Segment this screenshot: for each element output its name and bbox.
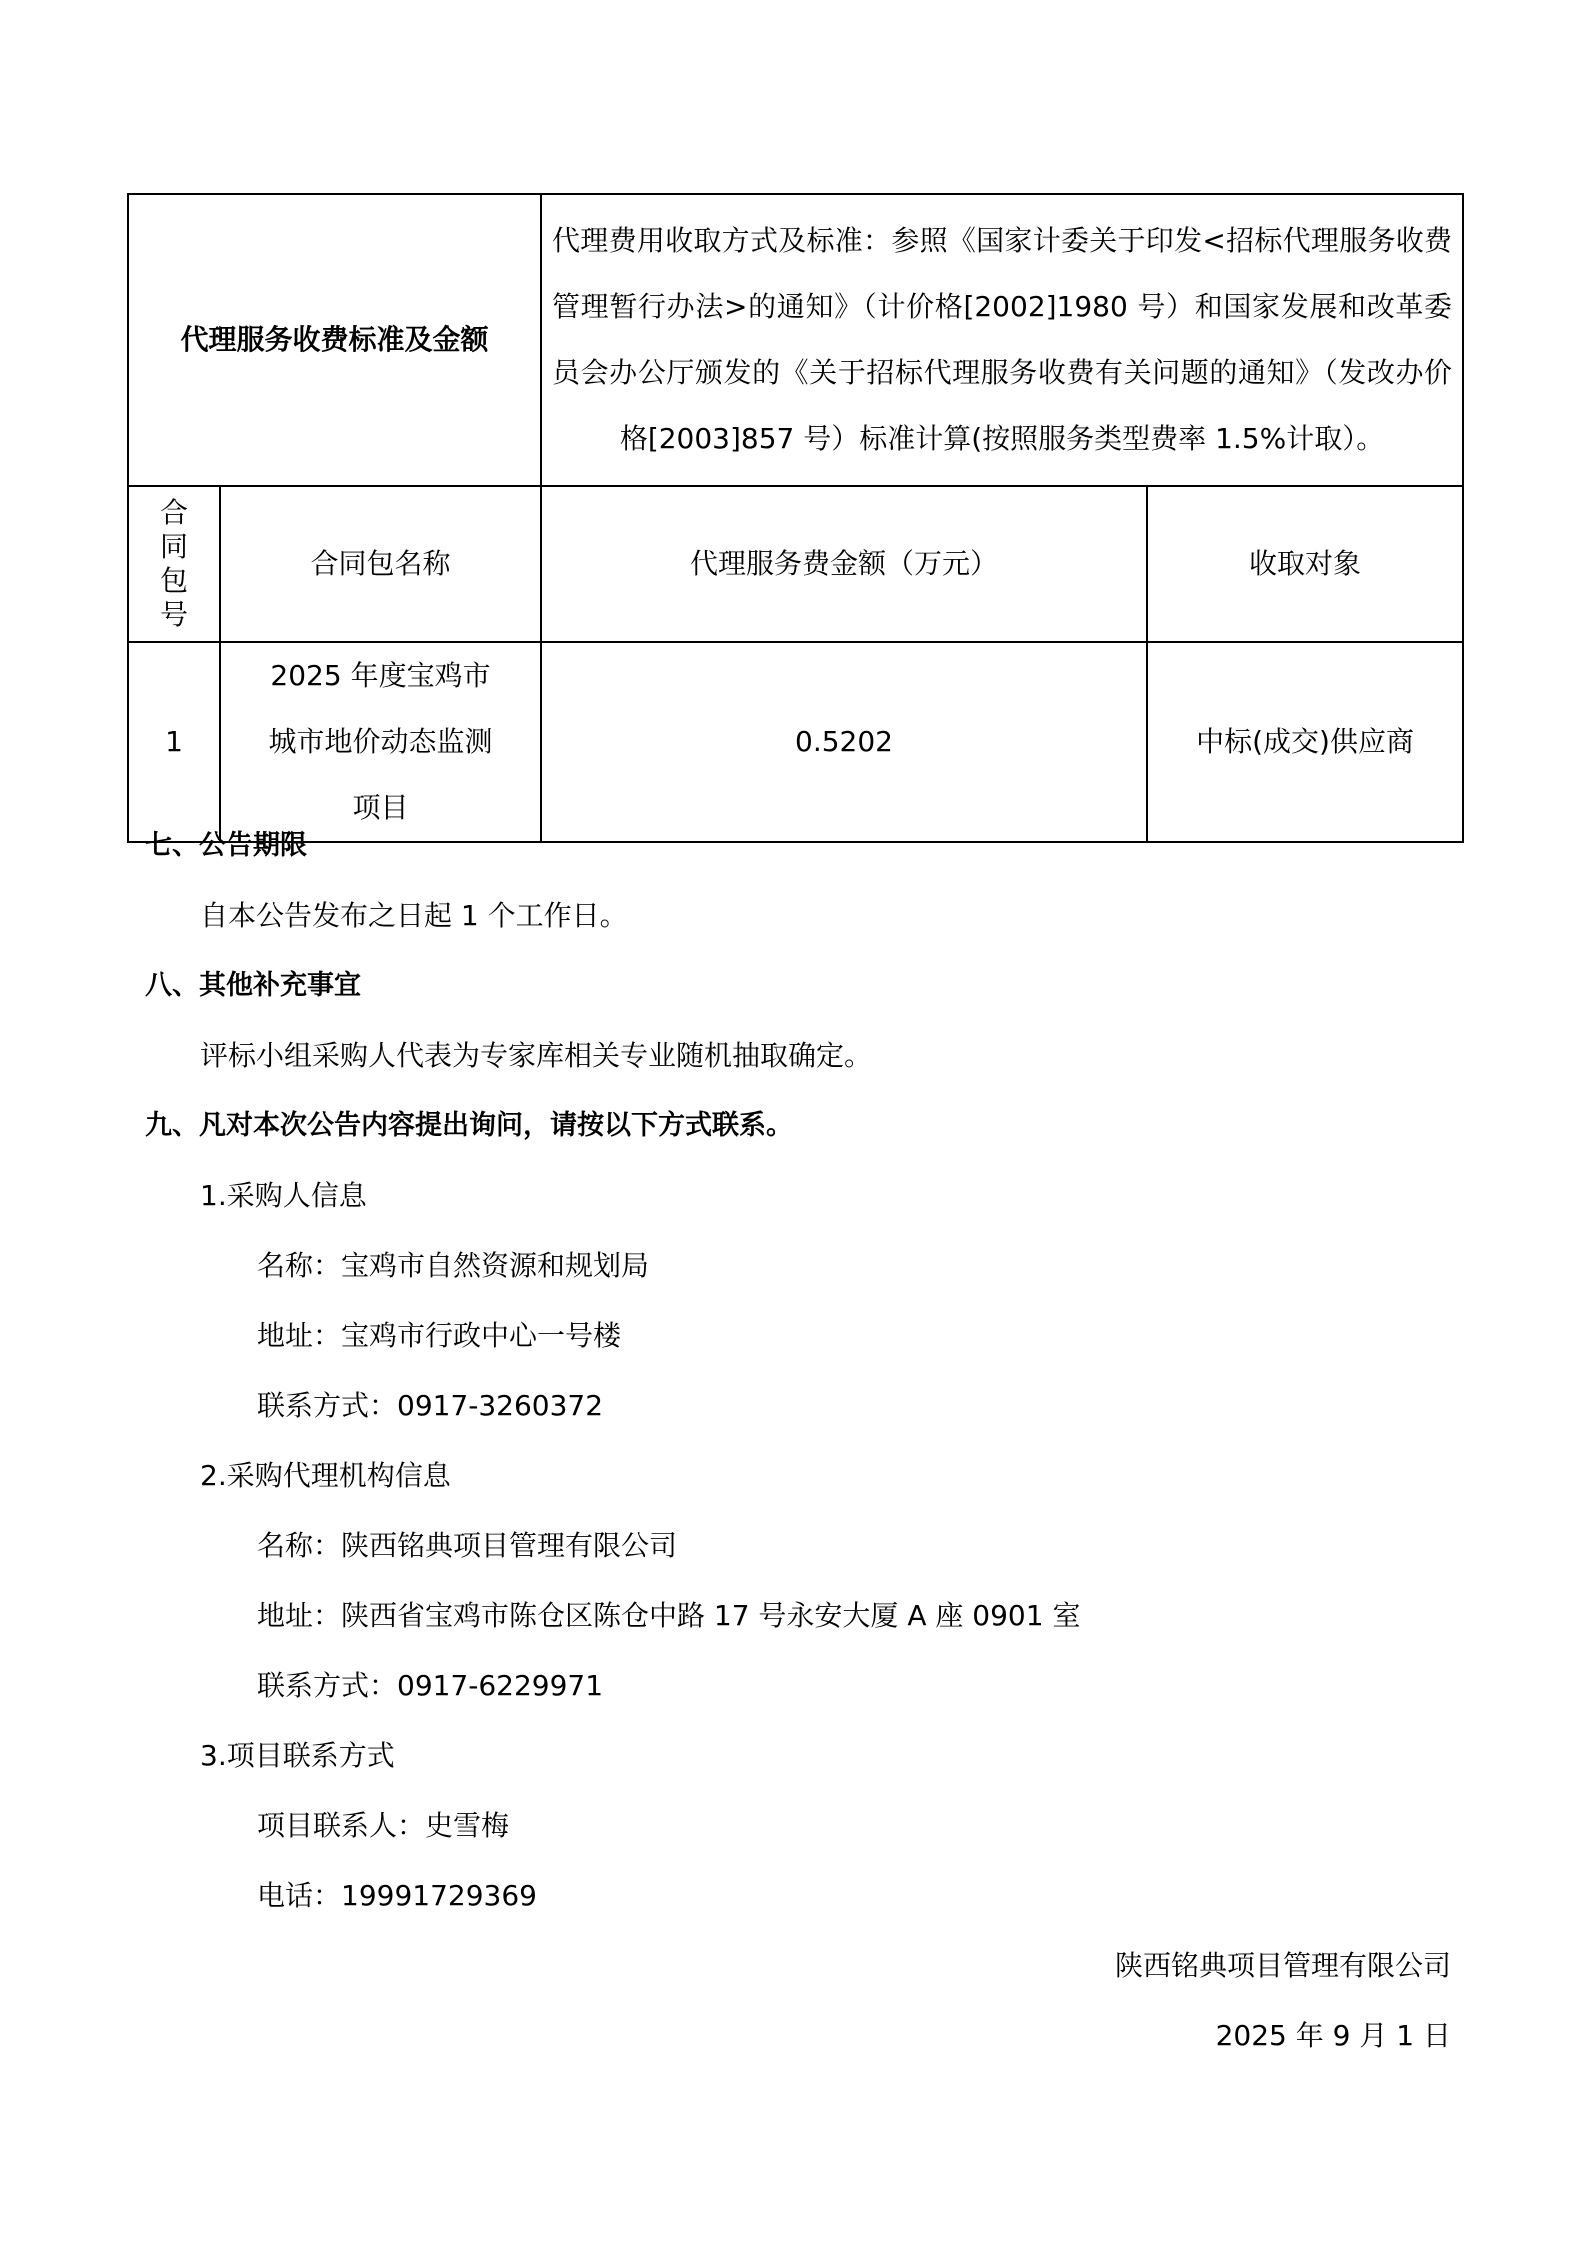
- agency-contact: 联系方式：0917-6229971: [257, 1669, 604, 1702]
- project-contact-phone: 电话：19991729369: [257, 1879, 537, 1912]
- section-8-heading: 八、其他补充事宜: [145, 970, 361, 1001]
- signature-date: 2025 年 9 月 1 日: [1215, 2019, 1451, 2052]
- purchaser-title: 1.采购人信息: [200, 1179, 367, 1212]
- table-row: [128, 642, 1463, 842]
- fee-standard-description: 代理费用收取方式及标准：参照《国家计委关于印发<招标代理服务收费管理暂行办法>的通知》（计价格[2002]1980 号）和国家发展和改革委员会办公厅颁发的《关于招标代理服务收费有关问题的通知》（发改办价格[2003]857 号）标准计算(按照服务类型费率 1.5%计取）。: [541, 194, 1463, 486]
- header-payer: 收取对象: [1147, 486, 1463, 642]
- cell-payer: 中标(成交)供应商: [1147, 642, 1463, 842]
- cell-amount: 0.5202: [541, 642, 1147, 842]
- section-7-heading: 七、公告期限: [145, 830, 307, 861]
- purchaser-name: 名称：宝鸡市自然资源和规划局: [257, 1249, 650, 1282]
- header-package-name: 合同包名称: [220, 486, 541, 642]
- section-9-heading: 九、凡对本次公告内容提出询问，请按以下方式联系。: [145, 1110, 793, 1141]
- header-amount: 代理服务费金额（万元）: [541, 486, 1147, 642]
- agency-name: 名称：陕西铭典项目管理有限公司: [257, 1529, 678, 1562]
- fee-table: [127, 193, 1464, 843]
- cell-package-name: 2025 年度宝鸡市城市地价动态监测项目: [220, 642, 541, 842]
- header-package-no: 合同包号: [128, 486, 220, 642]
- section-7-text: 自本公告发布之日起 1 个工作日。: [200, 899, 628, 932]
- agency-title: 2.采购代理机构信息: [200, 1459, 451, 1492]
- fee-standard-row: [128, 194, 1463, 486]
- fee-standard-title: 代理服务收费标准及金额: [128, 194, 541, 486]
- signature-company: 陕西铭典项目管理有限公司: [1114, 1949, 1451, 1982]
- project-contact-person: 项目联系人：史雪梅: [257, 1809, 510, 1842]
- section-8-text: 评标小组采购人代表为专家库相关专业随机抽取确定。: [200, 1039, 873, 1072]
- agency-address: 地址：陕西省宝鸡市陈仓区陈仓中路 17 号永安大厦 A 座 0901 室: [257, 1599, 1081, 1632]
- purchaser-address: 地址：宝鸡市行政中心一号楼: [257, 1319, 622, 1352]
- purchaser-contact: 联系方式：0917-3260372: [257, 1389, 604, 1422]
- cell-package-no: 1: [128, 642, 220, 842]
- project-contact-title: 3.项目联系方式: [200, 1739, 395, 1772]
- table-header-row: [128, 486, 1463, 642]
